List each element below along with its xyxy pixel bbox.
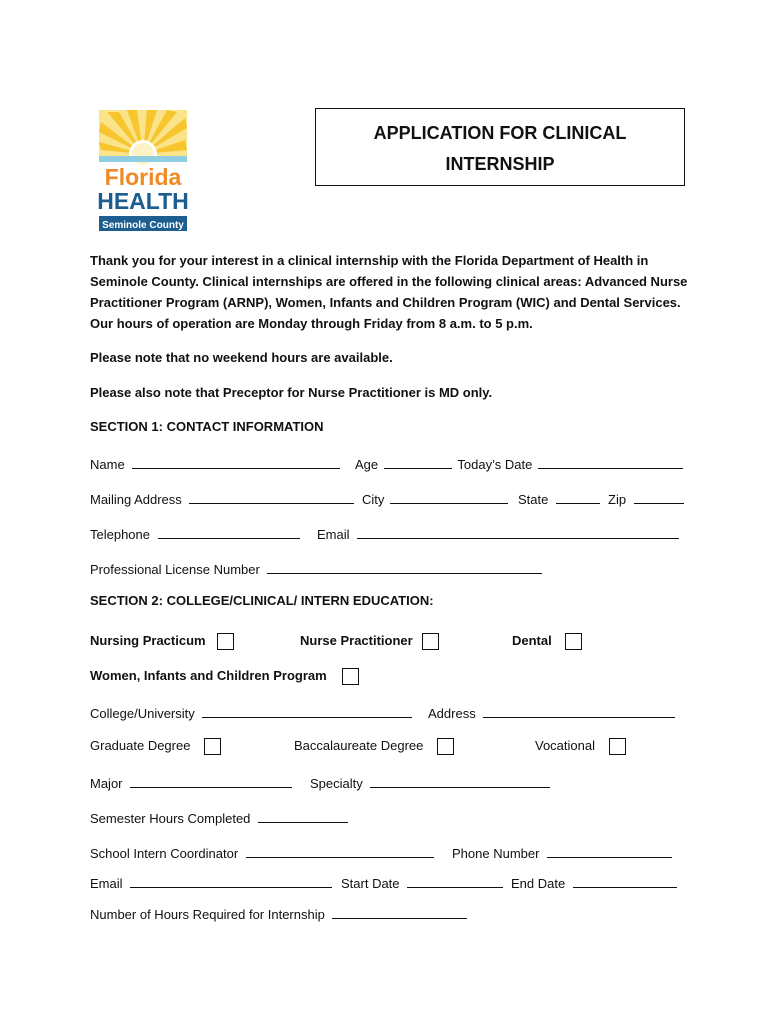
- page-title-line1: APPLICATION FOR CLINICAL: [373, 123, 627, 143]
- address-field[interactable]: [483, 703, 675, 718]
- todays-date-label: Today’s Date: [457, 457, 533, 472]
- nurse-practitioner-label: Nurse Practitioner: [300, 633, 413, 648]
- email-field[interactable]: [357, 524, 679, 539]
- phone-number-label: Phone Number: [452, 846, 540, 861]
- coordinator-field[interactable]: [246, 843, 434, 858]
- intern-email-field[interactable]: [130, 873, 332, 888]
- city-field[interactable]: [390, 489, 508, 504]
- email-label: Email: [317, 527, 350, 542]
- mailing-address-field[interactable]: [189, 489, 354, 504]
- address-label: Address: [428, 706, 476, 721]
- weekend-note: Please note that no weekend hours are available.: [90, 350, 393, 365]
- preceptor-note: Please also note that Preceptor for Nurse Practitioner is MD only.: [90, 385, 493, 400]
- hours-required-field[interactable]: [332, 904, 467, 919]
- logo-health-text: HEALTH: [97, 188, 189, 214]
- vocational-label: Vocational: [535, 738, 595, 753]
- zip-label: Zip: [608, 492, 627, 507]
- start-date-label: Start Date: [341, 876, 400, 891]
- florida-health-logo: [97, 108, 189, 233]
- phone-number-field[interactable]: [547, 843, 672, 858]
- mailing-address-label: Mailing Address: [90, 492, 182, 507]
- name-field[interactable]: [132, 454, 340, 469]
- wic-label: Women, Infants and Children Program: [90, 668, 327, 683]
- logo-florida-text: Florida: [104, 164, 182, 190]
- intern-email-label: Email: [90, 876, 123, 891]
- logo-county-text: Seminole County: [102, 220, 184, 231]
- name-label: Name: [90, 457, 125, 472]
- age-field[interactable]: [384, 454, 452, 469]
- semester-hours-label: Semester Hours Completed: [90, 811, 251, 826]
- college-field[interactable]: [202, 703, 412, 718]
- start-date-field[interactable]: [407, 873, 503, 888]
- nursing-practicum-label: Nursing Practicum: [90, 633, 206, 648]
- dental-label: Dental: [512, 633, 552, 648]
- specialty-field[interactable]: [370, 773, 550, 788]
- vocational-checkbox[interactable]: [609, 738, 626, 755]
- todays-date-field[interactable]: [538, 454, 683, 469]
- section2-heading: SECTION 2: COLLEGE/CLINICAL/ INTERN EDUCATION:: [90, 593, 434, 608]
- telephone-field[interactable]: [158, 524, 300, 539]
- nursing-practicum-checkbox[interactable]: [217, 633, 234, 650]
- end-date-label: End Date: [511, 876, 566, 891]
- end-date-field[interactable]: [573, 873, 677, 888]
- section1-heading: SECTION 1: CONTACT INFORMATION: [90, 419, 324, 434]
- wic-checkbox[interactable]: [342, 668, 359, 685]
- title-box: [315, 108, 685, 186]
- age-label: Age: [355, 457, 379, 472]
- graduate-degree-label: Graduate Degree: [90, 738, 191, 753]
- hours-required-label: Number of Hours Required for Internship: [90, 907, 325, 922]
- college-label: College/University: [90, 706, 195, 721]
- city-label: City: [362, 492, 385, 507]
- water-stripe: [99, 156, 187, 162]
- license-field[interactable]: [267, 559, 542, 574]
- dental-checkbox[interactable]: [565, 633, 582, 650]
- semester-hours-field[interactable]: [258, 808, 348, 823]
- license-label: Professional License Number: [90, 562, 260, 577]
- baccalaureate-degree-checkbox[interactable]: [437, 738, 454, 755]
- coordinator-label: School Intern Coordinator: [90, 846, 239, 861]
- specialty-label: Specialty: [310, 776, 363, 791]
- state-field[interactable]: [556, 489, 600, 504]
- nurse-practitioner-checkbox[interactable]: [422, 633, 439, 650]
- state-label: State: [518, 492, 549, 507]
- page-title-line2: INTERNSHIP: [445, 154, 555, 174]
- zip-field[interactable]: [634, 489, 684, 504]
- major-field[interactable]: [130, 773, 292, 788]
- major-label: Major: [90, 776, 123, 791]
- baccalaureate-degree-label: Baccalaureate Degree: [294, 738, 424, 753]
- graduate-degree-checkbox[interactable]: [204, 738, 221, 755]
- telephone-label: Telephone: [90, 527, 150, 542]
- intro-paragraph: Thank you for your interest in a clinical internship with the Florida Department of Health in Seminole County. Clinical internships are offered in the following clinical areas: Advanced Nurse Practitioner Program (ARNP), Women, Infants and Children Program (WIC) and Dental Services. Our hours of operation are Monday through Friday from 8 a.m. to 5 p.m.: [90, 253, 688, 331]
